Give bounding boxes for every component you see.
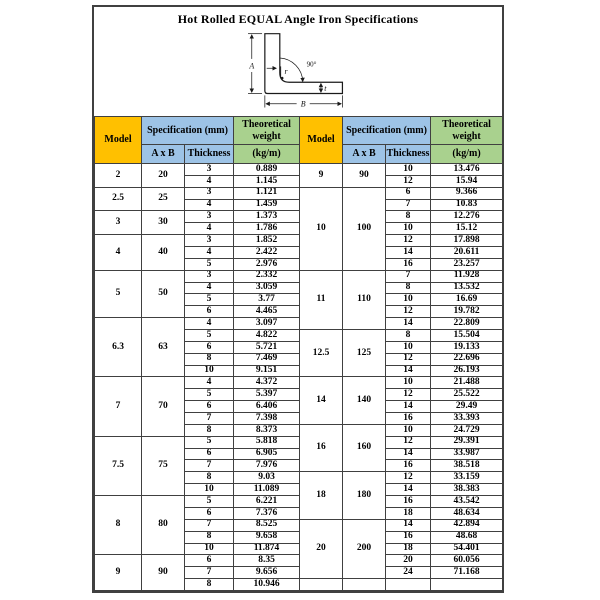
table-row [95, 496, 503, 508]
thickness-cell: 5 [185, 258, 234, 270]
thickness-cell: 12 [386, 235, 431, 247]
thickness-cell: 7 [185, 567, 234, 579]
thickness-cell: 16 [386, 460, 431, 472]
weight-cell: 8.35 [234, 555, 300, 567]
thickness-cell: 4 [185, 223, 234, 235]
thickness-cell: 6 [185, 555, 234, 567]
model-cell: 14 [300, 377, 343, 424]
weight-cell: 7.376 [234, 507, 300, 519]
thickness-cell: 4 [185, 199, 234, 211]
thickness-cell: 16 [386, 496, 431, 508]
axb-cell: 90 [142, 555, 185, 591]
thickness-cell: 4 [185, 377, 234, 389]
weight-cell: 48.68 [431, 531, 503, 543]
thickness-cell: 10 [386, 424, 431, 436]
weight-cell: 10.83 [431, 199, 503, 211]
dim-a-label: A [248, 61, 254, 71]
thickness-cell: 4 [185, 318, 234, 330]
weight-cell: 13.532 [431, 282, 503, 294]
thickness-cell: 12 [386, 353, 431, 365]
weight-cell: 7.398 [234, 413, 300, 425]
model-cell: 18 [300, 472, 343, 519]
weight-cell: 3.059 [234, 282, 300, 294]
weight-cell: 0.889 [234, 164, 300, 176]
model-cell: 3 [95, 211, 142, 235]
weight-cell: 6.221 [234, 496, 300, 508]
header-model-right: Model [300, 117, 343, 164]
thickness-cell: 16 [386, 413, 431, 425]
model-cell: 7 [95, 377, 142, 436]
thickness-cell: 3 [185, 270, 234, 282]
thickness-cell: 16 [386, 258, 431, 270]
model-cell: 9 [300, 164, 343, 188]
thickness-cell: 14 [386, 247, 431, 259]
header-thickness-right: Thickness [386, 145, 431, 164]
thickness-cell: 8 [185, 353, 234, 365]
weight-cell: 3.097 [234, 318, 300, 330]
weight-cell: 4.822 [234, 330, 300, 342]
weight-cell: 11.928 [431, 270, 503, 282]
spec-table-body [95, 164, 503, 591]
radius-label: r [283, 66, 288, 76]
thickness-cell: 4 [185, 175, 234, 187]
spec-sheet [92, 5, 504, 593]
axb-cell: 75 [142, 436, 185, 495]
weight-cell: 7.469 [234, 353, 300, 365]
header-spec-left: Specification (mm) [142, 117, 234, 145]
thickness-cell: 7 [386, 270, 431, 282]
thickness-cell: 7 [185, 460, 234, 472]
thickness-cell: 18 [386, 507, 431, 519]
weight-cell: 9.151 [234, 365, 300, 377]
weight-cell: 15.504 [431, 330, 503, 342]
angle-iron-diagram [241, 29, 356, 115]
thickness-cell: 5 [185, 496, 234, 508]
page-title: Hot Rolled EQUAL Angle Iron Specifications [177, 12, 419, 26]
thickness-cell: 10 [185, 365, 234, 377]
model-cell: 12.5 [300, 330, 343, 377]
model-cell: 2 [95, 164, 142, 188]
weight-cell: 38.518 [431, 460, 503, 472]
axb-cell: 200 [343, 519, 386, 578]
model-cell: 20 [300, 519, 343, 578]
weight-cell: 5.721 [234, 341, 300, 353]
thickness-cell: 18 [386, 543, 431, 555]
axb-cell: 70 [142, 377, 185, 436]
thickness-cell: 6 [386, 187, 431, 199]
angle-section-outline [264, 34, 342, 94]
angle-label: 90° [306, 60, 316, 69]
thickness-cell: 7 [185, 519, 234, 531]
axb-cell: 180 [343, 472, 386, 519]
table-row [95, 318, 503, 330]
axb-cell: 140 [343, 377, 386, 424]
weight-cell: 5.397 [234, 389, 300, 401]
thickness-cell: 10 [386, 294, 431, 306]
weight-cell: 5.818 [234, 436, 300, 448]
table-row [95, 377, 503, 389]
thickness-cell: 14 [386, 484, 431, 496]
radius-annotation [266, 66, 280, 76]
axb-cell: 80 [142, 496, 185, 555]
thickness-cell: 7 [185, 413, 234, 425]
weight-cell: 16.69 [431, 294, 503, 306]
dim-b-label: B [300, 99, 306, 109]
weight-cell: 60.056 [431, 555, 503, 567]
weight-cell: 22.696 [431, 353, 503, 365]
weight-cell: 23.257 [431, 258, 503, 270]
weight-cell: 4.372 [234, 377, 300, 389]
thickness-cell: 4 [185, 282, 234, 294]
weight-cell: 11.874 [234, 543, 300, 555]
thickness-cell: 14 [386, 318, 431, 330]
thickness-cell: 20 [386, 555, 431, 567]
weight-cell: 25.522 [431, 389, 503, 401]
model-cell: 6.3 [95, 318, 142, 377]
table-row [95, 436, 503, 448]
thickness-cell: 12 [386, 389, 431, 401]
thickness-cell: 7 [386, 199, 431, 211]
thickness-cell: 6 [185, 448, 234, 460]
weight-cell: 1.459 [234, 199, 300, 211]
weight-cell: 29.49 [431, 401, 503, 413]
axb-cell: 20 [142, 164, 185, 188]
table-row [95, 187, 503, 199]
thickness-cell: 5 [185, 330, 234, 342]
thickness-cell: 12 [386, 175, 431, 187]
weight-cell: 7.976 [234, 460, 300, 472]
thickness-cell: 10 [386, 377, 431, 389]
table-row [95, 211, 503, 223]
weight-cell: 1.852 [234, 235, 300, 247]
header-spec-right: Specification (mm) [343, 117, 431, 145]
weight-cell: 48.634 [431, 507, 503, 519]
weight-cell: 19.133 [431, 341, 503, 353]
weight-cell: 9.366 [431, 187, 503, 199]
header-unit-right: (kg/m) [431, 145, 503, 164]
model-cell: 11 [300, 270, 343, 329]
weight-cell: 24.729 [431, 424, 503, 436]
weight-cell: 19.782 [431, 306, 503, 318]
axb-cell: 40 [142, 235, 185, 271]
header-unit-left: (kg/m) [234, 145, 300, 164]
weight-cell: 54.401 [431, 543, 503, 555]
diagram-container [94, 28, 502, 116]
thickness-cell: 10 [185, 543, 234, 555]
thickness-cell: 12 [386, 472, 431, 484]
table-row [95, 555, 503, 567]
weight-cell: 2.422 [234, 247, 300, 259]
thickness-cell: 14 [386, 448, 431, 460]
weight-cell: 9.03 [234, 472, 300, 484]
model-cell: 8 [95, 496, 142, 555]
thickness-cell: 6 [185, 401, 234, 413]
model-cell: 10 [300, 187, 343, 270]
header-thickness-left: Thickness [185, 145, 234, 164]
table-row [95, 235, 503, 247]
axb-cell: 25 [142, 187, 185, 211]
model-cell: 2.5 [95, 187, 142, 211]
weight-cell: 9.658 [234, 531, 300, 543]
header-row-2 [95, 145, 503, 164]
weight-cell: 6.406 [234, 401, 300, 413]
header-axb-left: A x B [142, 145, 185, 164]
axb-cell: 30 [142, 211, 185, 235]
header-row-1 [95, 117, 503, 145]
weight-cell: 1.373 [234, 211, 300, 223]
weight-cell: 12.276 [431, 211, 503, 223]
thickness-cell: 4 [185, 247, 234, 259]
weight-cell: 42.894 [431, 519, 503, 531]
thickness-cell: 6 [185, 341, 234, 353]
model-cell: 4 [95, 235, 142, 271]
thickness-cell: 5 [185, 436, 234, 448]
thickness-cell: 5 [185, 294, 234, 306]
weight-cell: 20.611 [431, 247, 503, 259]
weight-cell: 3.77 [234, 294, 300, 306]
weight-cell: 26.193 [431, 365, 503, 377]
weight-cell: 22.809 [431, 318, 503, 330]
thickness-cell: 8 [386, 282, 431, 294]
header-model-left: Model [95, 117, 142, 164]
weight-cell: 1.145 [234, 175, 300, 187]
axb-cell: 100 [343, 187, 386, 270]
thickness-cell: 8 [185, 579, 234, 591]
thickness-cell: 3 [185, 164, 234, 176]
thickness-cell: 8 [185, 472, 234, 484]
thickness-cell: 14 [386, 365, 431, 377]
thickness-cell: 8 [386, 330, 431, 342]
model-cell: 7.5 [95, 436, 142, 495]
weight-cell: 38.383 [431, 484, 503, 496]
axb-cell: 125 [343, 330, 386, 377]
weight-cell: 6.905 [234, 448, 300, 460]
weight-cell: 10.946 [234, 579, 300, 591]
weight-cell: 2.332 [234, 270, 300, 282]
axb-cell [343, 579, 386, 591]
thickness-cell: 6 [185, 507, 234, 519]
weight-cell: 9.656 [234, 567, 300, 579]
table-row [95, 270, 503, 282]
weight-cell [431, 579, 503, 591]
weight-cell: 8.373 [234, 424, 300, 436]
weight-cell: 21.488 [431, 377, 503, 389]
weight-cell: 29.391 [431, 436, 503, 448]
model-cell [300, 579, 343, 591]
thickness-cell: 10 [386, 164, 431, 176]
model-cell: 16 [300, 424, 343, 471]
header-weight-right: Theoretical weight [431, 117, 503, 145]
weight-cell: 8.525 [234, 519, 300, 531]
header-weight-left: Theoretical weight [234, 117, 300, 145]
weight-cell: 33.159 [431, 472, 503, 484]
thickness-cell [386, 579, 431, 591]
weight-cell: 15.94 [431, 175, 503, 187]
model-cell: 9 [95, 555, 142, 591]
weight-cell: 4.465 [234, 306, 300, 318]
radius-center-dot [280, 77, 283, 80]
thickness-cell: 6 [185, 306, 234, 318]
thickness-cell: 10 [386, 223, 431, 235]
weight-cell: 11.089 [234, 484, 300, 496]
thickness-cell: 3 [185, 187, 234, 199]
weight-cell: 33.393 [431, 413, 503, 425]
thickness-cell: 12 [386, 306, 431, 318]
weight-cell: 71.168 [431, 567, 503, 579]
thickness-cell: 3 [185, 211, 234, 223]
thickness-cell: 8 [185, 424, 234, 436]
weight-cell: 17.898 [431, 235, 503, 247]
thickness-cell: 5 [185, 389, 234, 401]
thickness-cell: 16 [386, 531, 431, 543]
thickness-cell: 14 [386, 401, 431, 413]
axb-cell: 63 [142, 318, 185, 377]
weight-cell: 13.476 [431, 164, 503, 176]
weight-cell: 1.786 [234, 223, 300, 235]
weight-cell: 1.121 [234, 187, 300, 199]
table-row [95, 164, 503, 176]
weight-cell: 33.987 [431, 448, 503, 460]
weight-cell: 15.12 [431, 223, 503, 235]
thickness-cell: 8 [185, 531, 234, 543]
thickness-cell: 3 [185, 235, 234, 247]
thickness-label: t [323, 84, 326, 94]
thickness-cell: 8 [386, 211, 431, 223]
thickness-cell: 10 [185, 484, 234, 496]
axb-cell: 90 [343, 164, 386, 188]
thickness-cell: 10 [386, 341, 431, 353]
thickness-cell: 14 [386, 519, 431, 531]
weight-cell: 2.976 [234, 258, 300, 270]
axb-cell: 50 [142, 270, 185, 317]
spec-table [94, 116, 503, 591]
weight-cell: 43.542 [431, 496, 503, 508]
thickness-cell: 24 [386, 567, 431, 579]
axb-cell: 110 [343, 270, 386, 329]
header-axb-right: A x B [343, 145, 386, 164]
model-cell: 5 [95, 270, 142, 317]
thickness-cell: 12 [386, 436, 431, 448]
axb-cell: 160 [343, 424, 386, 471]
